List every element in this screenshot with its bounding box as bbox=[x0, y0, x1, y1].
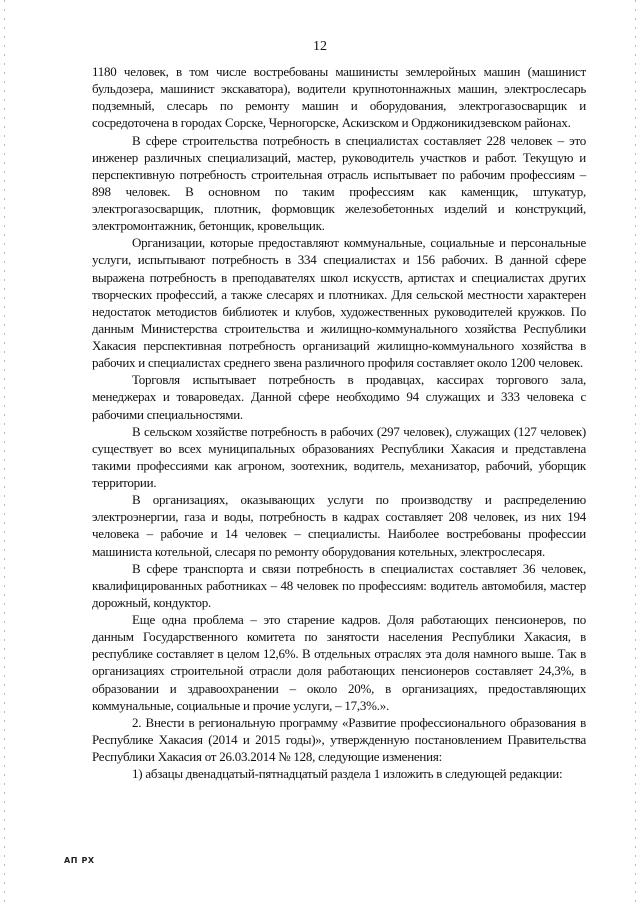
scan-edge-left bbox=[4, 0, 5, 905]
paragraph: Торговля испытывает потребность в продавцах, кассирах торгового зала, менеджерах и товароведах. Данной сфере необходимо 94 служащих и 333 человека с рабочими специальностями. bbox=[92, 372, 586, 422]
paragraph: Организации, которые предоставляют коммунальные, социальные и персональные услуги, испытывают потребность в 334 специалистах и 156 рабочих. В данной сфере выражена потребность в преподавателях школ искусств, артистах и специалистах других творческих профессий, а также слесарях и плотниках. Для сельской местности характерен недостаток методистов библиотек и клубов, художественных руководителей кружков. По данным Министерства строительства и жилищно-коммунального хозяйства Республики Хакасия перспективная потребность организаций жилищно-коммунального хозяйства в рабочих и специалистах среднего звена различного профиля составляет около 1200 человек. bbox=[92, 235, 586, 371]
paragraph: 2. Внести в региональную программу «Развитие профессионального образования в Республике Хакасия (2014 и 2015 годы)», утвержденную постановлением Правительства Республики Хакасия от 26.03.2014 № 128, следующие изменения: bbox=[92, 714, 586, 764]
document-body bbox=[92, 63, 586, 782]
scan-edge-right bbox=[635, 0, 636, 905]
paragraph: В организациях, оказывающих услуги по производству и распределению электроэнергии, газа и воды, потребность в кадрах составляет 208 человек, из них 194 человека – рабочие и 14 человек – специалисты. Наиболее востребованы профессии машиниста котельной, слесаря по ремонту оборудования котельных, электрослесаря. bbox=[92, 492, 586, 559]
paragraph: В сельском хозяйстве потребность в рабочих (297 человек), служащих (127 человек) существует во всех муниципальных образованиях Республики Хакасия и представлена такими профессиями как агроном, зоотехник, водитель, механизатор, рабочий, уборщик территории. bbox=[92, 423, 586, 490]
paragraph: В сфере транспорта и связи потребность в специалистах составляет 36 человек, квалифицированных работниках – 48 человек по профессиям: водитель автомобиля, мастер дорожный, кондуктор. bbox=[92, 560, 586, 610]
footer-stamp: АП РХ bbox=[64, 856, 95, 865]
paragraph: В сфере строительства потребность в специалистах составляет 228 человек – это инженер различных специализаций, мастер, руководитель участков и работ. Текущую и перспективную потребность строительная отрасль испытывает по рабочим профессиям – 898 человек. В основном по таким профессиям как каменщик, штукатур, электрогазосварщик, плотник, формовщик железобетонных изделий и конструкций, электромонтажник, бетонщик, кровельщик. bbox=[92, 132, 586, 234]
paragraph: 1) абзацы двенадцатый-пятнадцатый раздела 1 изложить в следующей редакции: bbox=[132, 766, 563, 782]
paragraph: 1180 человек, в том числе востребованы машинисты землеройных машин (машинист бульдозера, машинист экскаватора), водители крупнотоннажных машин, электрослесарь подземный, слесарь по ремонту машин и оборудования, электрогазосварщик и сосредоточена в городах Сорске, Черногорске, Аскизском и Орджоникидзевском районах. bbox=[92, 64, 586, 131]
page-number: 12 bbox=[313, 39, 327, 54]
paragraph: Еще одна проблема – это старение кадров. Доля работающих пенсионеров, по данным Государственного комитета по занятости населения Республики Хакасия, в республике составляет в целом 12,6%. В отдельных отраслях эта доля намного выше. Так в организациях строительной отрасли доля работающих пенсионеров составляет 24,3%, в образовании и здравоохранении – около 20%, в организациях, предоставляющих коммунальные, социальные и прочие услуги, – 17,3%.». bbox=[92, 612, 586, 713]
